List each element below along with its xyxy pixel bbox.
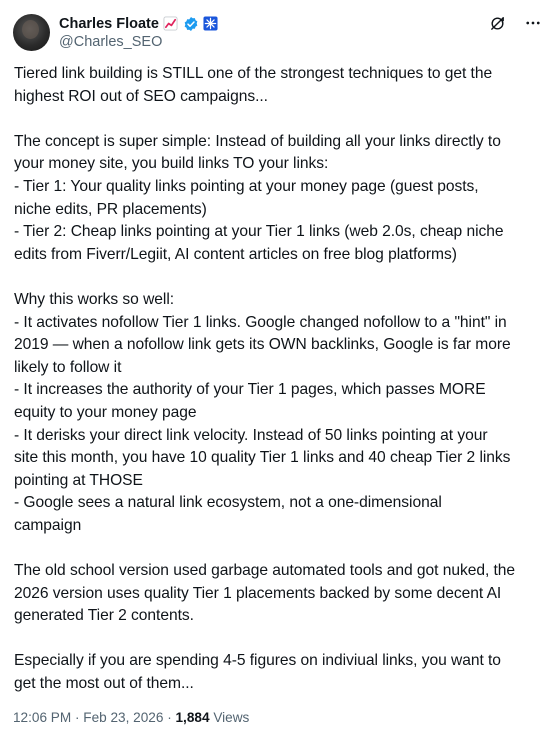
tweet-line: The old school version used garbage automated tools and got nuked, the (14, 562, 516, 580)
tweet-line: - It increases the authority of your Tier 1 pages, which passes MORE (14, 381, 486, 399)
tweet-header (13, 12, 542, 52)
avatar[interactable] (13, 14, 50, 51)
tweet-line: highest ROI out of SEO campaigns... (14, 87, 268, 105)
tweet-line: The concept is super simple: Instead of building all your links directly to (14, 132, 501, 150)
tweet-line: 2019 — when a nofollow link gets its OWN backlinks, Google is far more (14, 336, 511, 354)
meta-separator: · (167, 710, 172, 725)
tweet-line: - It derisks your direct link velocity. Instead of 50 links pointing at your (14, 426, 488, 444)
author-info (59, 14, 219, 50)
name-row (59, 14, 219, 33)
more-options-icon[interactable] (524, 14, 542, 32)
tweet-line: generated Tier 2 contents. (14, 607, 194, 625)
tweet-line: likely to follow it (14, 358, 122, 376)
tweet-line: niche edits, PR placements) (14, 200, 207, 218)
tweet-time[interactable]: 12:06 PM (13, 710, 72, 725)
tweet-line: - It activates nofollow Tier 1 links. Google changed nofollow to a "hint" in (14, 313, 507, 331)
paragraph-gap (14, 266, 544, 289)
tweet-line: equity to your money page (14, 403, 197, 421)
tweet-date[interactable]: Feb 23, 2026 (83, 710, 164, 725)
paragraph-gap (14, 537, 544, 560)
tweet-line: your money site, you build links TO your links: (14, 155, 329, 173)
chart-increasing-icon (163, 16, 179, 32)
header-actions (488, 14, 542, 32)
grok-icon[interactable] (488, 14, 506, 32)
tweet-line: - Google sees a natural link ecosystem, not a one-dimensional (14, 494, 442, 512)
tweet-line: Especially if you are spending 4-5 figures on indiviual links, you want to (14, 652, 501, 670)
meta-separator: · (74, 710, 80, 725)
tweet-line: site this month, you have 10 quality Tier 1 links and 40 cheap Tier 2 links (14, 449, 511, 467)
tweet-line: 2026 version uses quality Tier 1 placements backed by some decent AI (14, 584, 502, 602)
views-count: 1,884 (175, 710, 210, 725)
tweet-line: edits from Fiverr/Legiit, AI content articles on free blog platforms) (14, 245, 457, 263)
tweet-text (14, 63, 544, 696)
display-name[interactable]: Charles Floate (59, 15, 159, 32)
tweet-line: campaign (14, 516, 82, 534)
tweet-line: pointing at THOSE (14, 471, 143, 489)
handle[interactable]: @Charles_SEO (59, 34, 163, 50)
paragraph-gap (14, 628, 544, 651)
tweet-meta (13, 710, 249, 725)
sparkle-badge-icon[interactable] (203, 16, 219, 32)
views-label: Views (213, 710, 250, 725)
paragraph-gap (14, 108, 544, 131)
tweet-line: Tiered link building is STILL one of the strongest techniques to get the (14, 65, 493, 82)
tweet-line: get the most out of them... (14, 675, 194, 693)
tweet-line: - Tier 1: Your quality links pointing at your money page (guest posts, (14, 177, 479, 195)
tweet-line: - Tier 2: Cheap links pointing at your Tier 1 links (web 2.0s, cheap niche (14, 223, 504, 241)
verified-badge-icon[interactable] (183, 16, 199, 32)
tweet-line: Why this works so well: (14, 290, 175, 308)
